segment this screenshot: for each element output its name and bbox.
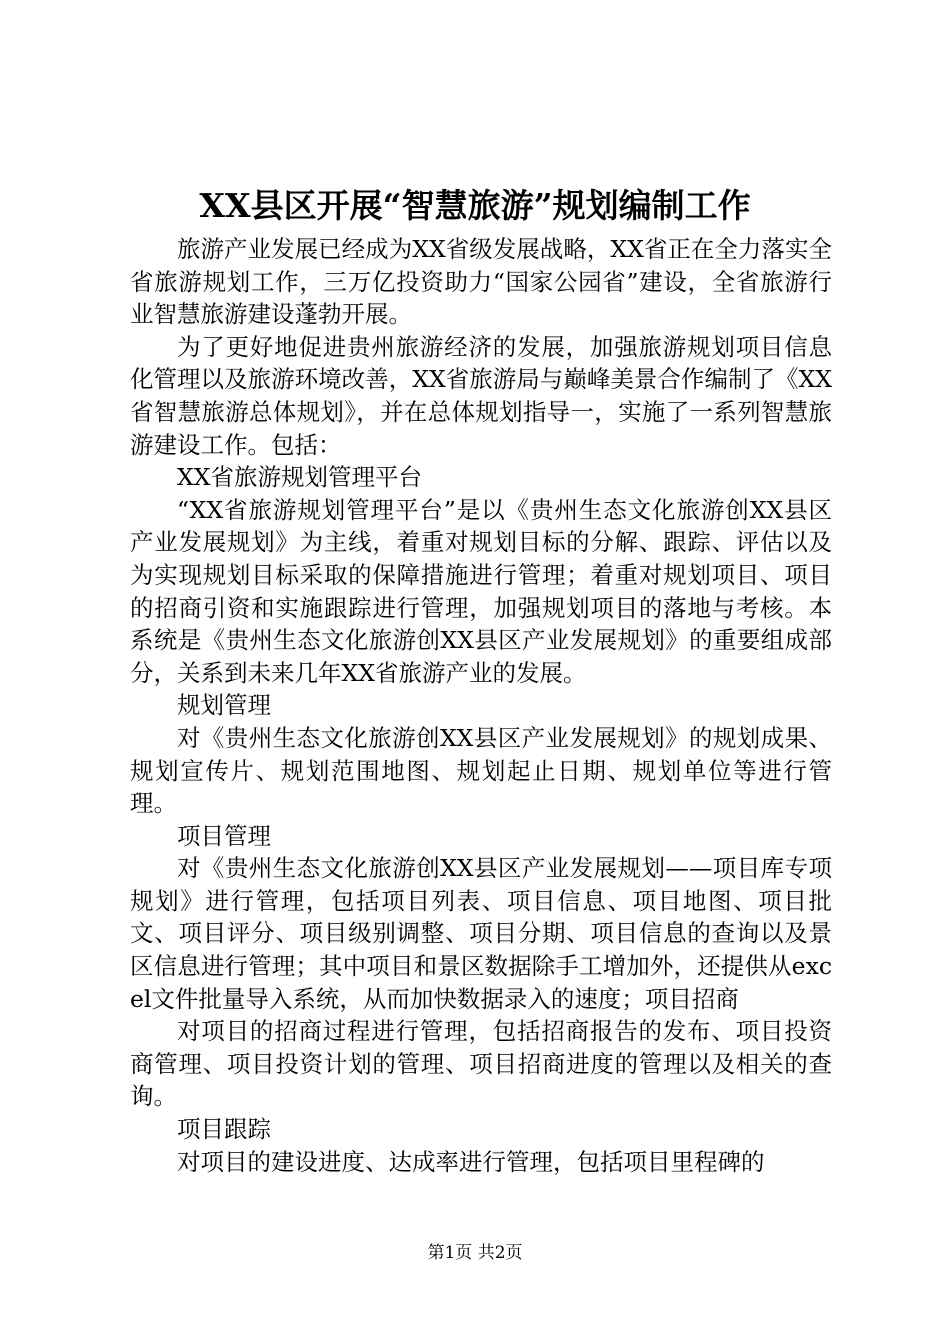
paragraph-tracking: 对项目的建设进度、达成率进行管理，包括项目里程碑的	[177, 1147, 765, 1176]
paragraph-intro: 旅游产业发展已经成为XX省级发展战略，XX省正在全力落实全省旅游规划工作，三万亿投资助力“国家公园省”建设，全省旅游行业智慧旅游建设蓬勃开展。	[130, 235, 832, 329]
section-heading-planning: 规划管理	[177, 691, 271, 720]
paragraph-platform: “XX省旅游规划管理平台”是以《贵州生态文化旅游创XX县区产业发展规划》为主线，着重对规划目标的分解、跟踪、评估以及为实现规划目标采取的保障措施进行管理；着重对规划项目、项目的招商引资和实施跟踪进行管理，加强规划项目的落地与考核。本系统是《贵州生态文化旅游创XX县区产业发展规划》的重要组成部分，关系到未来几年XX省旅游产业的发展。	[130, 495, 832, 687]
paragraph-investment: 对项目的招商过程进行管理，包括招商报告的发布、项目投资商管理、项目投资计划的管理、项目招商进度的管理以及相关的查询。	[130, 1017, 832, 1111]
section-heading-tracking: 项目跟踪	[177, 1115, 271, 1144]
paragraph-projects: 对《贵州生态文化旅游创XX县区产业发展规划——项目库专项规划》进行管理，包括项目列表、项目信息、项目地图、项目批文、项目评分、项目级别调整、项目分期、项目信息的查询以及景区信息进行管理；其中项目和景区数据除手工增加外，还提供从excel文件批量导入系统，从而加快数据录入的速度；项目招商	[130, 854, 832, 1013]
section-heading-platform: XX省旅游规划管理平台	[177, 463, 422, 492]
paragraph-background: 为了更好地促进贵州旅游经济的发展，加强旅游规划项目信息化管理以及旅游环境改善，XX省旅游局与巅峰美景合作编制了《XX省智慧旅游总体规划》，并在总体规划指导一，实施了一系列智慧旅游建设工作。包括：	[130, 332, 832, 459]
paragraph-planning: 对《贵州生态文化旅游创XX县区产业发展规划》的规划成果、规划宣传片、规划范围地图、规划起止日期、规划单位等进行管理。	[130, 723, 832, 818]
document-title: XX县区开展“智慧旅游”规划编制工作	[199, 186, 751, 225]
document-body	[130, 233, 832, 1178]
section-heading-projects: 项目管理	[177, 821, 271, 850]
page-number-footer: 第1页 共2页	[427, 1243, 523, 1263]
